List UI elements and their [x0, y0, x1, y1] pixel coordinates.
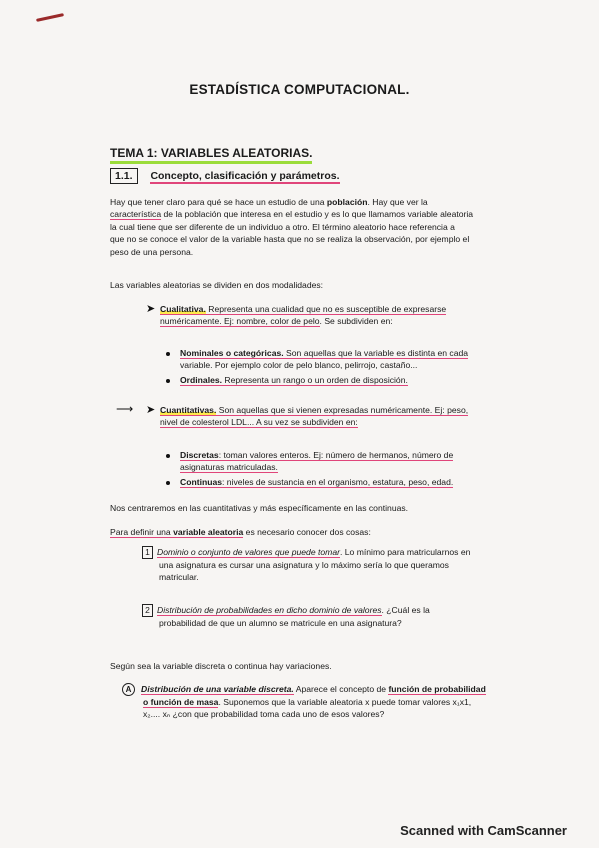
continuas-label: Continuas: [180, 477, 223, 487]
item-text: . ¿Cuál es la: [381, 605, 430, 615]
item-term: o función de masa: [143, 697, 219, 707]
item-lead: Distribución de probabilidades en dicho dominio de valores: [157, 605, 382, 615]
discretas-label: Discretas: [180, 450, 219, 460]
ordinales-label: Ordinales.: [180, 375, 223, 385]
ordinales-text: Representa un rango o un orden de disposición.: [222, 375, 408, 385]
item-text: x₂.... xₙ ¿con que probabilidad toma cada uno de esos valores?: [143, 709, 385, 720]
cuantitativas-text: Son aquellas que si vienen expresadas numéricamente. Ej: peso,: [216, 405, 469, 415]
tema-heading: [110, 146, 312, 160]
item-text: . Suponemos que la variable aleatoria x puede tomar valores x₁x1,: [218, 697, 472, 707]
item-text: Aparece el concepto de: [293, 684, 389, 694]
cualitativa-item: [160, 303, 510, 328]
intro-term: característica: [110, 209, 162, 220]
definition-paragraph: [110, 526, 510, 538]
item-lead: Distribución de una variable discreta.: [141, 684, 294, 694]
bullet-dot: [166, 481, 170, 485]
pen-mark: [36, 13, 64, 22]
intro-line: que no se conoce el valor de la variable hasta que no se realiza la observación, por ejemplo el: [110, 234, 470, 245]
cuantitativas-text: nivel de colesterol LDL... A su vez se subdividen en:: [160, 417, 358, 428]
cualitativa-example: nombre, color de pelo: [236, 316, 320, 327]
modalities-paragraph: Las variables aleatorias se dividen en dos modalidades:: [110, 280, 324, 290]
intro-term: población: [326, 197, 368, 207]
arrow-bullet-icon: ➤: [146, 303, 156, 315]
intro-line: Hay que tener claro para qué se hace un estudio de una: [110, 197, 327, 207]
item-letter-circle: A: [122, 683, 135, 696]
item-term: función de probabilidad: [388, 684, 486, 694]
definition-term: variable aleatoria: [173, 527, 244, 537]
cuantitativas-label: Cuantitativas.: [160, 405, 217, 415]
item-text: matricular.: [159, 572, 199, 583]
nominales-text: variable. Por ejemplo color de pelo blanco, pelirrojo, castaño...: [180, 360, 418, 371]
continuas-item: [180, 476, 510, 488]
lettered-item-a: [122, 683, 512, 721]
bullet-dot: [166, 379, 170, 383]
section-number: 1.1.: [110, 168, 138, 184]
discretas-item: [180, 449, 510, 474]
cualitativa-label: Cualitativa.: [160, 304, 206, 314]
discretas-text: : toman valores enteros. Ej: número de hermanos, número de: [218, 450, 454, 460]
section-title: Concepto, clasificación y parámetros.: [150, 170, 340, 182]
cuantitativas-item: [160, 404, 510, 429]
numbered-item-2: [142, 604, 512, 629]
bullet-dot: [166, 454, 170, 458]
variations-paragraph: Según sea la variable discreta o continua hay variaciones.: [110, 661, 332, 671]
nominales-item: [180, 347, 510, 372]
item-text: una asignatura es cursar una asignatura y lo máximo sería lo que queramos: [159, 560, 449, 570]
document-title: ESTADÍSTICA COMPUTACIONAL.: [189, 82, 410, 97]
cualitativa-text: . Se subdividen en:: [319, 316, 393, 327]
cualitativa-text: Representa una cualidad que no es susceptible de expresarse: [205, 304, 447, 314]
tema-heading-text: TEMA 1: VARIABLES ALEATORIAS.: [110, 146, 312, 164]
nominales-label: Nominales o categóricas.: [180, 348, 284, 358]
bullet-dot: [166, 352, 170, 356]
intro-line: la cual tiene que ser diferente de un individuo a otro. El término aleatorio hace referencia a: [110, 221, 455, 232]
arrow-bullet-icon: ➤: [146, 404, 156, 416]
continuas-text: : niveles de sustancia en el organismo, estatura, peso, edad.: [222, 477, 454, 487]
intro-line: . Hay que ver la: [367, 197, 428, 207]
discretas-text: asignaturas matriculadas.: [180, 462, 278, 473]
item-text: probabilidad de que un alumno se matricule en una asignatura?: [159, 618, 402, 628]
nominales-text: Son aquellas que la variable es distinta en cada: [283, 348, 469, 358]
scanner-watermark: Scanned with CamScanner: [400, 823, 567, 838]
item-number-box: 1: [142, 546, 153, 559]
hand-arrow-icon: ⟶: [116, 402, 134, 416]
definition-text: Para definir una: [110, 527, 174, 537]
section-heading: [110, 168, 340, 184]
item-number-box: 2: [142, 604, 153, 617]
ordinales-item: [180, 374, 510, 386]
item-lead: Dominio o conjunto de valores que puede tomar: [157, 547, 340, 557]
numbered-item-1: [142, 546, 512, 584]
definition-text: es necesario conocer dos cosas:: [243, 527, 371, 537]
intro-paragraph: [110, 196, 505, 258]
item-text: . Lo mínimo para matricularnos en: [339, 547, 471, 557]
intro-line: de la población que interesa en el estudio y es lo que llamamos variable aleatoria: [161, 209, 474, 220]
intro-line: peso de una persona.: [110, 246, 194, 257]
cualitativa-text: numéricamente. Ej:: [160, 316, 237, 327]
focus-paragraph: Nos centraremos en las cuantitativas y más específicamente en las continuas.: [110, 503, 409, 513]
